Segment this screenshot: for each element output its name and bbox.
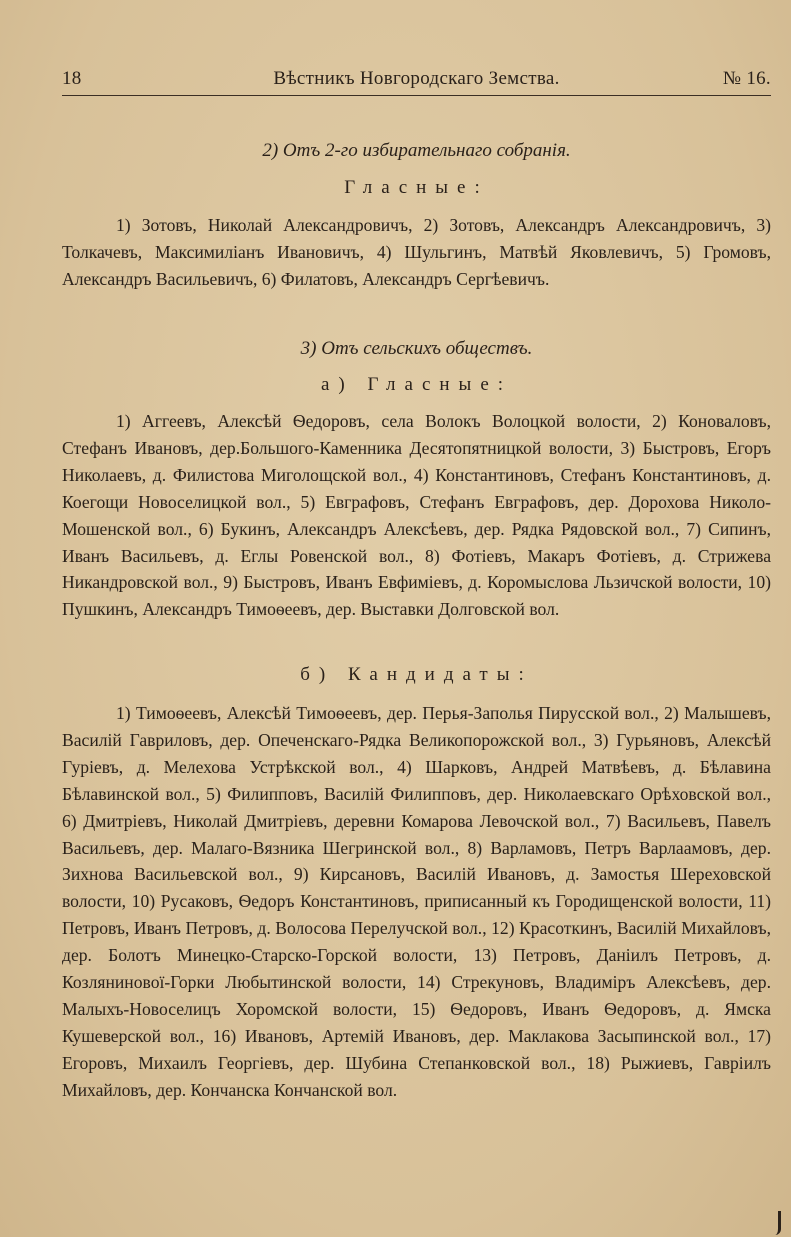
section-3-title: 3) Отъ сельскихъ обществъ. [300,338,533,359]
section-3-glasnye-heading: а) Гласные: [320,374,513,395]
section-3-kandidaty-list: 1) Тимоѳеевъ, Алексѣй Тимоѳеевъ, дер. Перья-Заполья Пирусской вол., 2) Малышевъ, Василій Гавриловъ, дер. Опеченскаго-Рядка Великопорожской вол., 3) Гурьяновъ, Алексѣй Гуріевъ, д. Мелехова Устрѣкской вол., 4) Шарковъ, Андрей Матвѣевъ, д. Бѣлавина Бѣлавинской вол., 5) Филипповъ, Василій Филипповъ, дер. Николаевскаго Орѣховской вол., 6) Дмитріевъ, Николай Дмитріевъ, деревни Комарова Левочской вол., 7) Васильевъ, Павелъ Васильевъ, дер. Малаго-Вязника Шегринской вол., 8) Варламовъ, Петръ Варлаамовъ, дер. Зихнова Васильевской вол., 9) Кирсановъ, Василій Ивановъ, д. Замостья Шереховской волости, 10) Русаковъ, Ѳедоръ Константиновъ, приписанный къ Городищенской волости, 11) Петровъ, Иванъ Петровъ, д. Волосова Перелучской вол., 12) Красоткинъ, Василій Михайловъ, дер. Болотъ Минецко-Старско-Горской волости, 13) Петровъ, Даніилъ Петровъ, д. Козлянинової-Горки Любытинской волости, 14) Стрекуновъ, Владиміръ Алексѣевъ, дер. Малыхъ-Новоселицъ Хоромской волости, 15) Ѳедоровъ, Иванъ Ѳедоровъ, д. Ямска Кушеверской вол., 16) Ивановъ, Артемій Ивановъ, дер. Маклакова Засыпинской вол., 17) Егоровъ, Михаилъ Георгіевъ, дер. Шубина Степанковской вол., 18) Рыжиевъ, Гавріилъ Михайловъ, дер. Кончанска Кончанской вол. [62,703,771,1100]
journal-title: Вѣстникъ Новгородскаго Земства. [273,68,560,89]
section-2-glasnye-list: 1) Зотовъ, Николай Александровичъ, 2) Зотовъ, Александръ Александровичъ, 3) Толкачевъ, Максимиліанъ Ивановичъ, 4) Шульгинъ, Матвѣй Яковлевичъ, 5) Громовъ, Александръ Васильевичъ, 6) Филатовъ, Александръ Сергѣевичъ. [62,215,771,289]
section-2-glasnye-heading: Гласные: [344,177,489,198]
header-rule [62,95,771,96]
page-corner-mark [770,1211,781,1235]
page-number: 18 [62,68,82,89]
running-header [62,62,771,96]
section-3-kandidaty-heading: б) Кандидаты: [300,664,533,685]
issue-number: № 16. [722,68,771,89]
section-2-title: 2) Отъ 2-го избирательнаго собранія. [262,140,571,161]
section-3-glasnye-list: 1) Аггеевъ, Алексѣй Ѳедоровъ, села Волокъ Волоцкой волости, 2) Коноваловъ, Стефанъ Ивановъ, дер.Большого-Каменника Десятопятницкой волости, 3) Быстровъ, Егоръ Николаевъ, д. Филистова Миголощской вол., 4) Константиновъ, Стефанъ Константиновъ, д. Коегощи Новоселицкой вол., 5) Евграфовъ, Стефанъ Евграфовъ, дер. Дорохова Николо-Мошенской вол., 6) Букинъ, Александръ Алексѣевъ, дер. Рядка Рядовской вол., 7) Сипинъ, Иванъ Васильевъ, д. Еглы Ровенской вол., 8) Фотіевъ, Макаръ Фотіевъ, д. Стрижева Никандровской вол., 9) Быстровъ, Иванъ Евфиміевъ, д. Коромыслова Льзичской волости, 10) Пушкинъ, Александръ Тимоѳеевъ, дер. Выставки Долговской вол. [62,411,771,620]
